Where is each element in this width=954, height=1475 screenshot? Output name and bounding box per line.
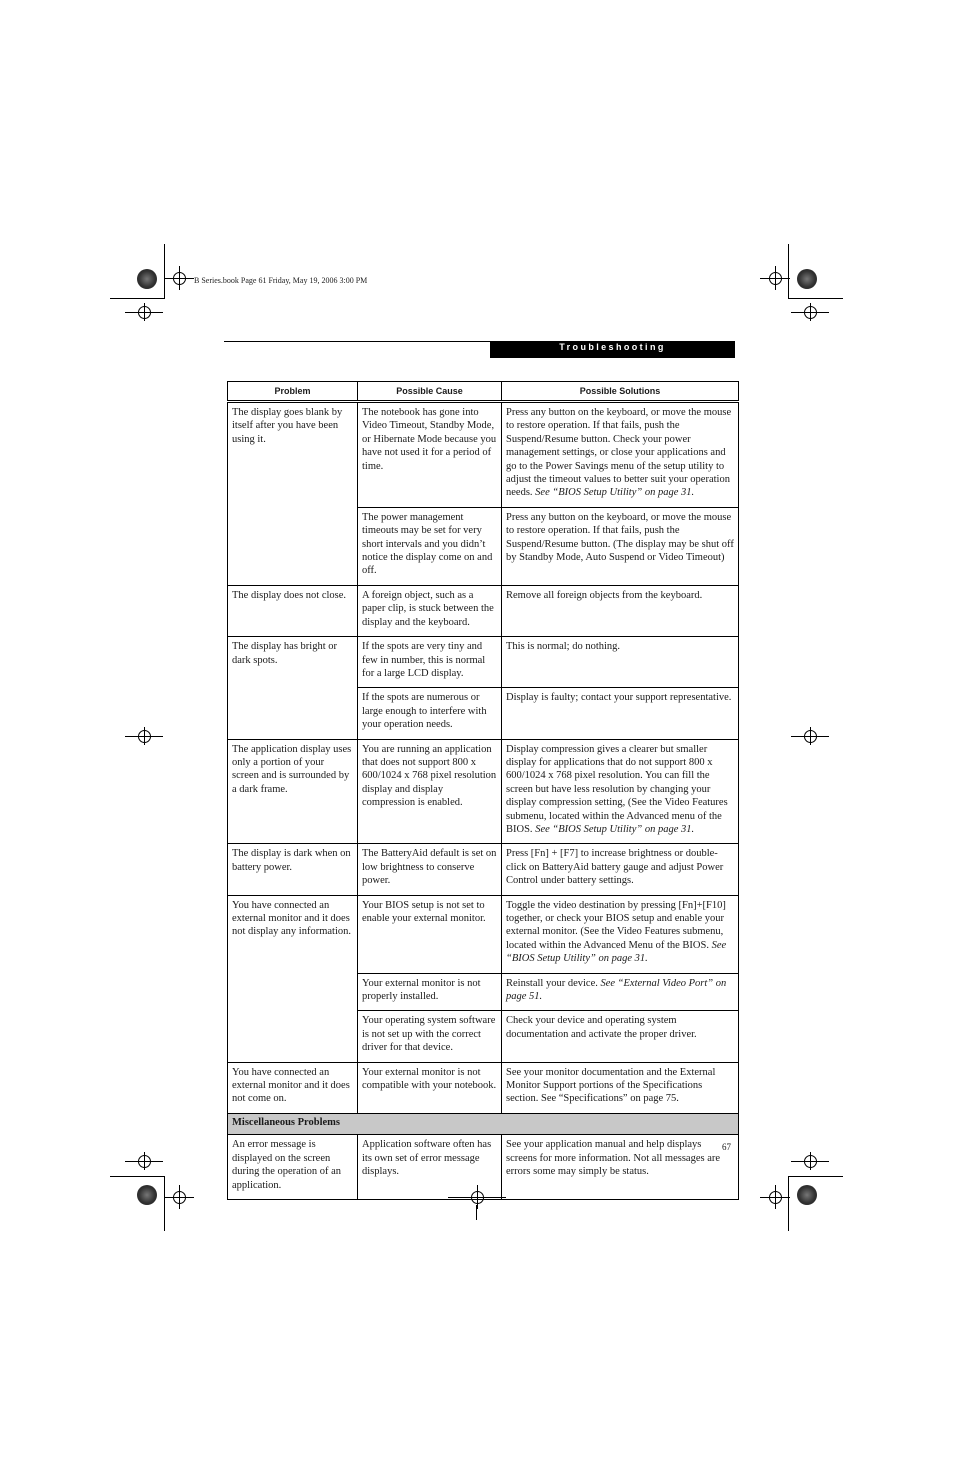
registration-dot-icon (797, 269, 817, 289)
cause-cell: The notebook has gone into Video Timeout, Standby Mode, or Hibernate Mode because you have not used it for a period of time. (358, 402, 502, 508)
cause-cell: Your operating system software is not set up with the correct driver for that device. (358, 1011, 502, 1062)
crop-line (110, 298, 165, 299)
crop-line (788, 1176, 843, 1177)
crosshair-mark-icon (791, 303, 829, 321)
crop-line (164, 1176, 165, 1231)
solution-text: Reinstall your device. (506, 977, 601, 989)
solution-text: Press any button on the keyboard, or move the mouse to restore operation. If that fails, push the Suspend/Resume button. Check your power management settings, or close your applications and go to the Power Savings menu of the setup utility to adjust the timeout values to better suit your operation needs. (506, 407, 732, 499)
problem-cell: The display goes blank by itself after you have been using it. (228, 402, 358, 586)
page-number: 67 (722, 1142, 731, 1152)
table-row (228, 1135, 739, 1200)
crosshair-mark-icon (125, 303, 163, 321)
cause-cell: Your BIOS setup is not set to enable your external monitor. (358, 895, 502, 973)
table-row (228, 637, 739, 688)
registration-dot-icon (137, 1185, 157, 1205)
crosshair-mark-icon (125, 727, 163, 745)
crosshair-mark-icon (164, 1185, 194, 1209)
crop-line (788, 298, 843, 299)
problem-cell: An error message is displayed on the screen during the operation of an application. (228, 1135, 358, 1200)
section-row (228, 1113, 739, 1134)
solution-reference: See “External Video Port” on page 51. (506, 977, 727, 1003)
crop-line (788, 244, 789, 299)
solution-reference: See “BIOS Setup Utility” on page 31. (535, 487, 695, 499)
table-header-row (228, 382, 739, 402)
crop-line (164, 244, 165, 299)
solution-reference: See “BIOS Setup Utility” on page 31. (535, 823, 695, 835)
table-row (228, 844, 739, 895)
section-header: Troubleshooting (490, 341, 735, 358)
problem-cell: You have connected an external monitor and it does not display any information. (228, 895, 358, 1062)
troubleshooting-table (227, 381, 739, 1200)
crop-line (110, 1176, 165, 1177)
solution-cell (502, 895, 739, 973)
column-header-problem: Problem (228, 382, 358, 402)
problem-cell: You have connected an external monitor and it does not come on. (228, 1062, 358, 1113)
cause-cell: The power management timeouts may be set for very short intervals and you didn’t notice the display come on and off. (358, 507, 502, 585)
table-row (228, 1062, 739, 1113)
crosshair-mark-icon (791, 727, 829, 745)
solution-cell: Display is faulty; contact your support representative. (502, 688, 739, 739)
cause-cell: You are running an application that does not support 800 x 600/1024 x 768 pixel resolution display and display compression is enabled. (358, 739, 502, 844)
problem-cell: The application display uses only a portion of your screen and is surrounded by a dark frame. (228, 739, 358, 844)
cause-cell: A foreign object, such as a paper clip, is stuck between the display and the keyboard. (358, 585, 502, 636)
solution-cell: This is normal; do nothing. (502, 637, 739, 688)
solution-text: Toggle the video destination by pressing [Fn]+[F10] together, or check your BIOS setup and enable your external monitor. (See the Video Features submenu, located within the Advanced Menu of the BIOS. (506, 899, 726, 951)
registration-dot-icon (797, 1185, 817, 1205)
solution-cell: See your application manual and help displays screens for more information. Not all messages are errors some may simply be status. (502, 1135, 739, 1200)
table-row (228, 585, 739, 636)
solution-cell: Press [Fn] + [F7] to increase brightness or double-click on BatteryAid battery gauge and adjust Power Control under battery settings. (502, 844, 739, 895)
solution-cell (502, 739, 739, 844)
cause-cell: If the spots are numerous or large enough to interfere with your operation needs. (358, 688, 502, 739)
table-row (228, 402, 739, 508)
problem-cell: The display has bright or dark spots. (228, 637, 358, 739)
cause-cell: Your external monitor is not properly installed. (358, 973, 502, 1011)
cause-cell: Application software often has its own set of error message displays. (358, 1135, 502, 1200)
solution-cell (502, 973, 739, 1011)
problem-cell: The display is dark when on battery power. (228, 844, 358, 895)
problem-cell: The display does not close. (228, 585, 358, 636)
solution-cell: Remove all foreign objects from the keyboard. (502, 585, 739, 636)
solution-cell: Press any button on the keyboard, or move the mouse to restore operation. If that fails, push the Suspend/Resume button. (The display may be shut off by Standby Mode, Auto Suspend or Video Timeout) (502, 507, 739, 585)
solution-cell (502, 402, 739, 508)
crosshair-mark-icon (791, 1152, 829, 1170)
crop-line (476, 1205, 477, 1220)
solution-text: Display compression gives a clearer but smaller display for applications that do not support 800 x 600/1024 x 768 pixel resolution. You can fill the screen but have less resolution by changing your display compression setting, (See the Video Features submenu, located within the Advanced menu of the BIOS. (506, 743, 728, 835)
table-row (228, 895, 739, 973)
solution-reference: See “BIOS Setup Utility” on page 31. (506, 939, 727, 965)
section-heading: Miscellaneous Problems (228, 1113, 739, 1134)
solution-cell: Check your device and operating system documentation and activate the proper driver. (502, 1011, 739, 1062)
crosshair-mark-icon (760, 1185, 790, 1209)
registration-dot-icon (137, 269, 157, 289)
column-header-solutions: Possible Solutions (502, 382, 739, 402)
crosshair-mark-icon (125, 1152, 163, 1170)
cause-cell: Your external monitor is not compatible with your notebook. (358, 1062, 502, 1113)
column-header-cause: Possible Cause (358, 382, 502, 402)
crop-line (788, 1176, 789, 1231)
solution-cell: See your monitor documentation and the External Monitor Support portions of the Specifications section. See “Specifications” on page 75. (502, 1062, 739, 1113)
cause-cell: If the spots are very tiny and few in number, this is normal for a large LCD display. (358, 637, 502, 688)
crosshair-mark-icon (760, 266, 790, 290)
table-row (228, 739, 739, 844)
crosshair-mark-icon (164, 266, 194, 290)
cause-cell: The BatteryAid default is set on low brightness to conserve power. (358, 844, 502, 895)
print-info: B Series.book Page 61 Friday, May 19, 2006 3:00 PM (194, 276, 368, 285)
